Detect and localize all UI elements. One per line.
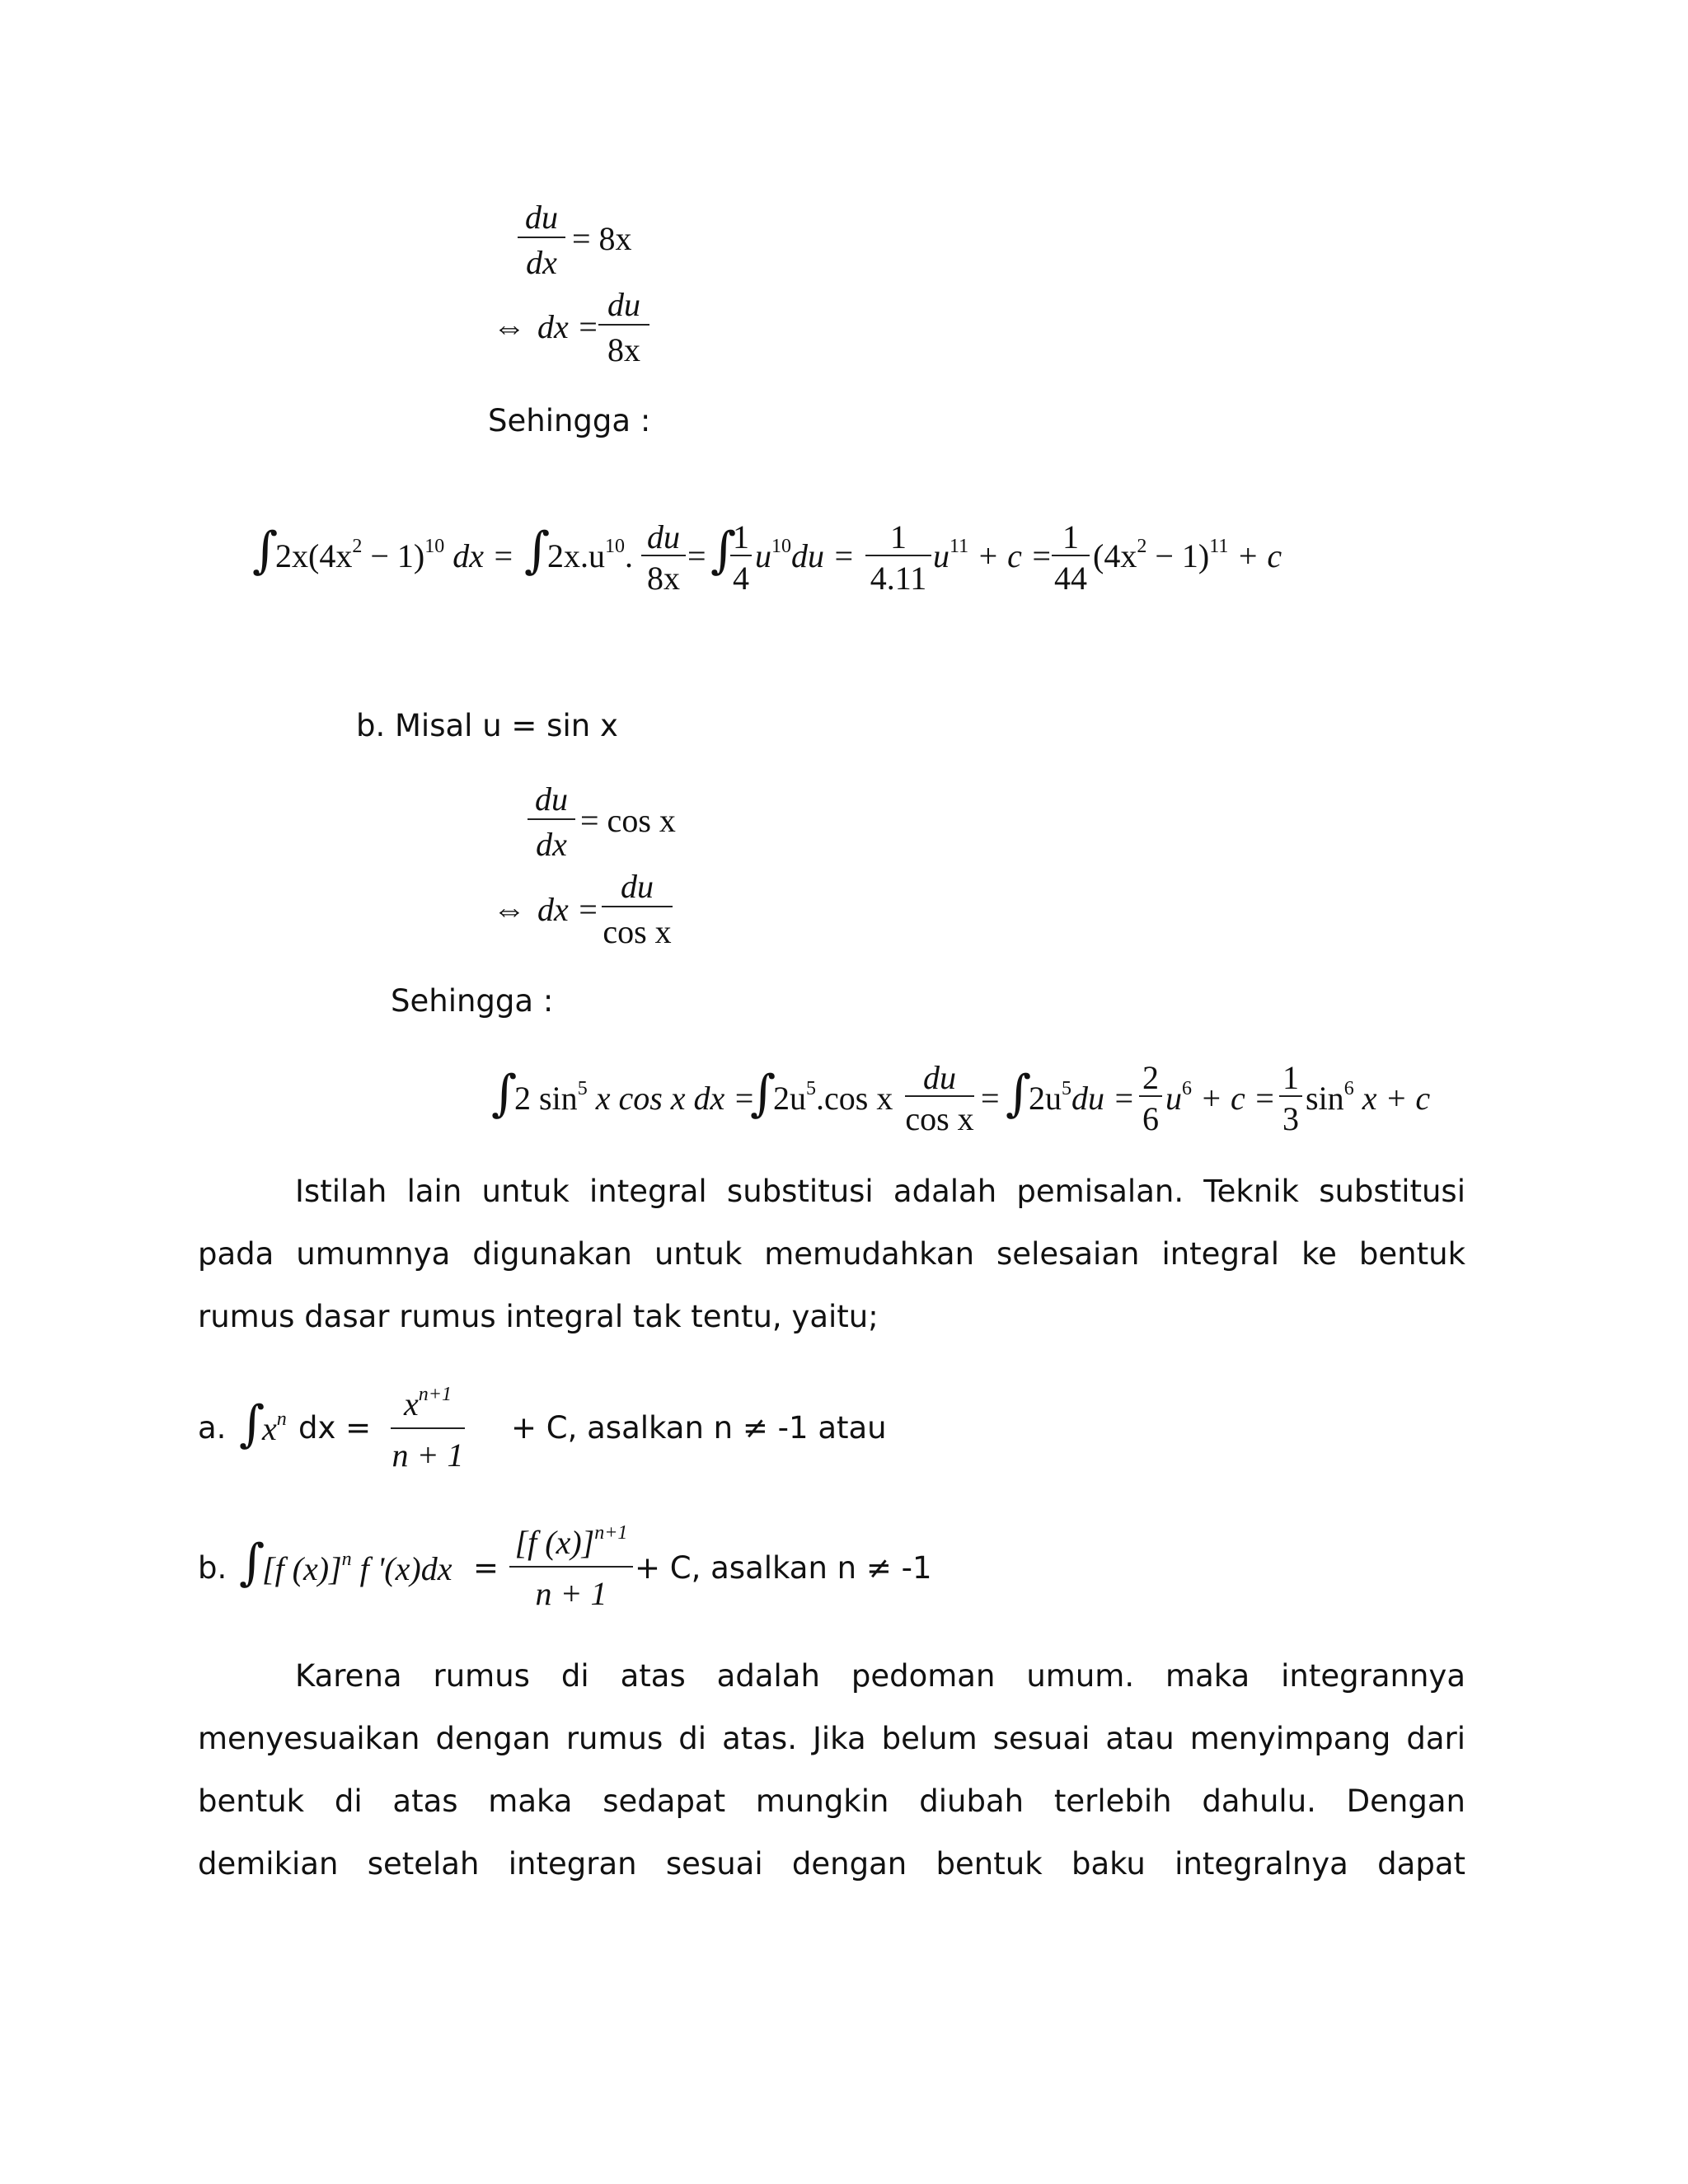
numerator bbox=[509, 1523, 633, 1562]
paragraph-line: Karena rumus di atas adalah pedoman umum. maka integrannya bbox=[295, 1658, 1465, 1694]
eq1-term: dx = bbox=[444, 537, 514, 574]
eq2-term: x + c bbox=[1353, 1080, 1431, 1117]
equals-cos-x: = cos x bbox=[580, 802, 676, 839]
denominator: 3 bbox=[1282, 1100, 1299, 1137]
eq1-term-4 bbox=[933, 536, 1053, 574]
eq1-term-2 bbox=[547, 536, 633, 574]
equals: = bbox=[981, 1080, 1000, 1117]
equals: = bbox=[687, 537, 706, 574]
numerator: 1 bbox=[733, 518, 749, 555]
rule-a-num: x bbox=[404, 1385, 419, 1422]
fraction-1-4-11 bbox=[865, 518, 931, 600]
numerator: 2 bbox=[1142, 1059, 1159, 1096]
fraction-bar bbox=[1052, 555, 1090, 556]
fraction-bar bbox=[905, 1095, 974, 1097]
rule-b-tail: + C, asalkan n ≠ -1 bbox=[635, 1550, 932, 1586]
numerator: du bbox=[535, 780, 568, 818]
fraction-1-3 bbox=[1279, 1058, 1302, 1141]
denominator: 4.11 bbox=[870, 560, 927, 597]
fraction-bar bbox=[865, 555, 931, 556]
fraction-du-8x bbox=[598, 285, 649, 368]
paragraph-line: pada umumnya digunakan untuk memudahkan selesaian integral ke bentuk bbox=[198, 1236, 1465, 1272]
eq1-term: − 1) bbox=[362, 537, 425, 574]
rule-a-tail: + C, asalkan n ≠ -1 atau bbox=[511, 1410, 887, 1446]
rule-a-dx-eq: dx = bbox=[298, 1410, 372, 1446]
eq1-term: 2x.u bbox=[547, 537, 605, 574]
fraction-du-dx bbox=[528, 780, 575, 862]
rule-a-label: a. bbox=[198, 1410, 227, 1446]
eq2-sup: 6 bbox=[1343, 1078, 1354, 1099]
fraction-fx-n1 bbox=[509, 1523, 633, 1614]
fraction-bar bbox=[528, 818, 575, 820]
sehingga-label: Sehingga : bbox=[391, 983, 554, 1019]
eq2-term: u bbox=[1165, 1080, 1182, 1117]
integral-sign: ∫ bbox=[1006, 1065, 1032, 1122]
denominator: 8x bbox=[647, 560, 680, 597]
eq2-sup: 5 bbox=[577, 1078, 588, 1099]
eq2-term: x cos x dx = bbox=[587, 1080, 756, 1117]
fraction-du-8x bbox=[641, 518, 686, 600]
eq2-term: sin bbox=[1306, 1080, 1344, 1117]
eq1-term: u bbox=[755, 537, 771, 574]
integral-sign: ∫ bbox=[524, 522, 551, 579]
misal-b-heading: b. Misal u = sin x bbox=[356, 708, 618, 743]
eq1-sup: 10 bbox=[605, 536, 625, 557]
integral-sign: ∫ bbox=[239, 1395, 265, 1453]
fraction-bar bbox=[509, 1566, 633, 1568]
fraction-bar bbox=[730, 555, 752, 556]
rule-b-term: [f (x)] bbox=[262, 1550, 342, 1587]
fraction-bar bbox=[641, 555, 686, 556]
denominator: n + 1 bbox=[392, 1436, 464, 1474]
integral-sign: ∫ bbox=[491, 1065, 518, 1122]
integral-sign: ∫ bbox=[252, 522, 279, 579]
eq2-term: 2 sin bbox=[514, 1080, 578, 1117]
denominator: 4 bbox=[733, 560, 749, 597]
rule-a-sup: n bbox=[276, 1408, 287, 1430]
paragraph-line: bentuk di atas maka sedapat mungkin diubah terlebih dahulu. Dengan bbox=[198, 1783, 1465, 1819]
numerator: 1 bbox=[1282, 1059, 1299, 1096]
fraction-bar bbox=[1279, 1095, 1302, 1097]
iff-symbol: ⇔ bbox=[493, 308, 526, 345]
eq2-sup: 5 bbox=[806, 1078, 816, 1099]
numerator: 1 bbox=[890, 518, 907, 555]
fraction-du-dx bbox=[518, 198, 565, 280]
numerator: du bbox=[621, 868, 654, 905]
fraction-du-cosx bbox=[905, 1058, 974, 1141]
rule-b-num: [f (x)] bbox=[514, 1524, 595, 1561]
eq2-term-4 bbox=[1165, 1078, 1276, 1117]
sehingga-label: Sehingga : bbox=[488, 403, 651, 438]
numerator: du bbox=[647, 518, 680, 555]
eq2-sup: 6 bbox=[1182, 1078, 1192, 1099]
fraction-bar bbox=[602, 906, 673, 907]
eq1-term: (4x bbox=[1093, 537, 1137, 574]
eq2-sup: 5 bbox=[1062, 1078, 1071, 1099]
rule-b-term: f '(x)dx bbox=[351, 1550, 452, 1587]
eq2-term: 2u bbox=[1029, 1080, 1062, 1117]
rule-b-sup: n bbox=[341, 1549, 352, 1570]
eq1-lhs bbox=[275, 536, 514, 574]
fraction-2-6 bbox=[1139, 1058, 1162, 1141]
numerator: du bbox=[923, 1059, 956, 1096]
fraction-x-n1 bbox=[391, 1385, 465, 1475]
fraction-bar bbox=[391, 1427, 465, 1429]
denominator: cos x bbox=[905, 1100, 974, 1137]
eq1-tail bbox=[1093, 536, 1282, 574]
eq1-term: − 1) bbox=[1146, 537, 1210, 574]
integral-sign: ∫ bbox=[239, 1534, 265, 1591]
eq1-term: u bbox=[933, 537, 950, 574]
eq1-sup: 10 bbox=[424, 536, 445, 557]
integral-sign: ∫ bbox=[750, 1065, 776, 1122]
rule-b-label: b. bbox=[198, 1550, 227, 1586]
rule-b-equals: = bbox=[473, 1550, 499, 1586]
numerator bbox=[391, 1385, 465, 1423]
rule-a-term: x bbox=[262, 1410, 277, 1447]
paragraph-line: Istilah lain untuk integral substitusi adalah pemisalan. Teknik substitusi bbox=[295, 1174, 1465, 1209]
eq1-term: . bbox=[625, 537, 633, 574]
eq1-sup: 2 bbox=[1137, 536, 1147, 557]
fraction-bar bbox=[518, 237, 565, 238]
numerator: du bbox=[525, 199, 558, 236]
fraction-1-44 bbox=[1052, 518, 1090, 600]
eq1-term: + c = bbox=[968, 537, 1053, 574]
paragraph-line: menyesuaikan dengan rumus di atas. Jika belum sesuai atau menyimpang dari bbox=[198, 1721, 1465, 1756]
fraction-du-cosx bbox=[602, 867, 673, 949]
eq1-term: du = bbox=[791, 537, 855, 574]
eq2-term-2 bbox=[773, 1078, 893, 1117]
eq2-term-3 bbox=[1029, 1078, 1135, 1117]
equals-8x: = 8x bbox=[572, 220, 632, 257]
eq2-tail bbox=[1306, 1078, 1431, 1117]
fraction-bar bbox=[598, 324, 649, 326]
rule-b-sup: n+1 bbox=[594, 1522, 628, 1544]
eq1-sup: 11 bbox=[950, 536, 969, 557]
fraction-1-4 bbox=[730, 518, 752, 600]
eq2-term: 2u bbox=[773, 1080, 806, 1117]
eq1-sup: 10 bbox=[771, 536, 791, 557]
denominator: cos x bbox=[603, 913, 672, 950]
eq1-sup: 2 bbox=[352, 536, 363, 557]
paragraph-line: demikian setelah integran sesuai dengan bentuk baku integralnya dapat bbox=[198, 1846, 1465, 1882]
denominator: dx bbox=[536, 826, 567, 863]
rule-a-xn bbox=[262, 1408, 287, 1447]
denominator: 8x bbox=[607, 331, 640, 368]
eq1-sup: 11 bbox=[1209, 536, 1229, 557]
denominator: dx bbox=[526, 244, 557, 281]
dx-equals: dx = bbox=[537, 308, 599, 345]
eq2-term: du = bbox=[1071, 1080, 1135, 1117]
fraction-bar bbox=[1139, 1095, 1162, 1097]
paragraph-line: rumus dasar rumus integral tak tentu, yaitu; bbox=[198, 1299, 879, 1334]
eq2-term: + c = bbox=[1192, 1080, 1276, 1117]
dx-equals: dx = bbox=[537, 891, 599, 928]
denominator: 44 bbox=[1054, 560, 1087, 597]
rule-a-sup: n+1 bbox=[418, 1384, 452, 1405]
denominator: 6 bbox=[1142, 1100, 1159, 1137]
eq2-lhs bbox=[514, 1078, 756, 1117]
numerator: du bbox=[607, 286, 640, 323]
eq1-term: + c bbox=[1228, 537, 1282, 574]
eq1-term: 2x(4x bbox=[275, 537, 353, 574]
eq1-term-3 bbox=[755, 536, 855, 574]
eq2-term: .cos x bbox=[816, 1080, 893, 1117]
denominator: n + 1 bbox=[535, 1575, 607, 1612]
numerator: 1 bbox=[1062, 518, 1079, 555]
integral-sign: ∫ bbox=[710, 522, 737, 579]
rule-b-body bbox=[262, 1549, 452, 1587]
iff-symbol: ⇔ bbox=[493, 891, 526, 928]
